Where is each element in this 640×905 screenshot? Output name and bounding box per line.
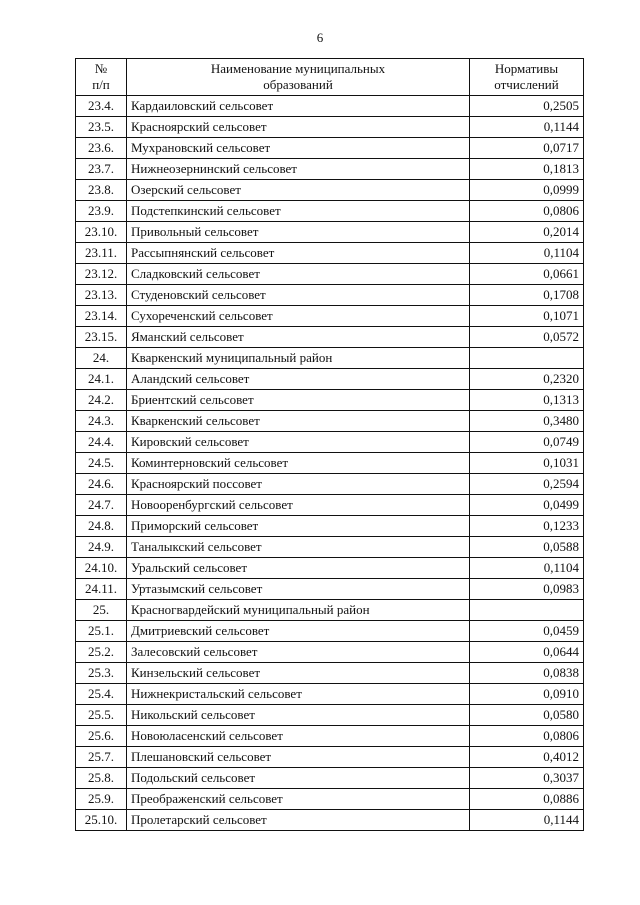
municipality-name: Таналыкский сельсовет	[127, 537, 470, 558]
municipality-name: Коминтерновский сельсовет	[127, 453, 470, 474]
deduction-norm: 0,2014	[470, 222, 584, 243]
deduction-norm: 0,1708	[470, 285, 584, 306]
row-number: 25.9.	[76, 789, 127, 810]
table-row	[76, 453, 584, 474]
deduction-norm: 0,1813	[470, 159, 584, 180]
row-number: 24.9.	[76, 537, 127, 558]
deduction-norm: 0,1233	[470, 516, 584, 537]
header-value-line1: Нормативы	[494, 61, 559, 76]
row-number: 24.8.	[76, 516, 127, 537]
deduction-norm: 0,0806	[470, 201, 584, 222]
table-row	[76, 537, 584, 558]
row-number: 23.6.	[76, 138, 127, 159]
municipality-name: Сухореченский сельсовет	[127, 306, 470, 327]
table-row	[76, 201, 584, 222]
row-number: 25.5.	[76, 705, 127, 726]
municipality-name: Дмитриевский сельсовет	[127, 621, 470, 642]
deduction-norm: 0,2505	[470, 96, 584, 117]
table-row	[76, 495, 584, 516]
norms-table	[75, 58, 584, 831]
deduction-norm: 0,1144	[470, 117, 584, 138]
table-row	[76, 327, 584, 348]
municipality-name: Плешановский сельсовет	[127, 747, 470, 768]
row-number: 24.1.	[76, 369, 127, 390]
municipality-name: Подольский сельсовет	[127, 768, 470, 789]
table-row	[76, 117, 584, 138]
municipality-name: Никольский сельсовет	[127, 705, 470, 726]
deduction-norm: 0,0983	[470, 579, 584, 600]
row-number: 23.14.	[76, 306, 127, 327]
municipality-name: Привольный сельсовет	[127, 222, 470, 243]
table-row	[76, 747, 584, 768]
table-row	[76, 558, 584, 579]
header-value	[470, 59, 584, 96]
table-row	[76, 159, 584, 180]
table-row	[76, 285, 584, 306]
municipality-name: Кардаиловский сельсовет	[127, 96, 470, 117]
municipality-name: Яманский сельсовет	[127, 327, 470, 348]
table-row	[76, 306, 584, 327]
row-number: 23.11.	[76, 243, 127, 264]
table-row	[76, 600, 584, 621]
row-number: 24.11.	[76, 579, 127, 600]
deduction-norm: 0,0661	[470, 264, 584, 285]
row-number: 23.5.	[76, 117, 127, 138]
municipality-name: Пролетарский сельсовет	[127, 810, 470, 831]
municipality-name: Новооренбургский сельсовет	[127, 495, 470, 516]
table-header-row	[76, 59, 584, 96]
municipality-name: Бриентский сельсовет	[127, 390, 470, 411]
deduction-norm	[470, 348, 584, 369]
table-row	[76, 474, 584, 495]
deduction-norm: 0,0886	[470, 789, 584, 810]
deduction-norm: 0,1071	[470, 306, 584, 327]
deduction-norm: 0,0499	[470, 495, 584, 516]
deduction-norm: 0,0999	[470, 180, 584, 201]
table-row	[76, 789, 584, 810]
header-num-line1: №	[94, 61, 108, 76]
table-row	[76, 411, 584, 432]
deduction-norm: 0,0717	[470, 138, 584, 159]
deduction-norm: 0,0806	[470, 726, 584, 747]
row-number: 25.10.	[76, 810, 127, 831]
table-row	[76, 684, 584, 705]
municipality-name: Уральский сельсовет	[127, 558, 470, 579]
deduction-norm: 0,0910	[470, 684, 584, 705]
row-number: 24.3.	[76, 411, 127, 432]
table-row	[76, 96, 584, 117]
header-num-line2: п/п	[92, 77, 110, 92]
table-row	[76, 621, 584, 642]
deduction-norm: 0,1144	[470, 810, 584, 831]
header-name-line2: образований	[263, 77, 333, 92]
municipality-name: Сладковский сельсовет	[127, 264, 470, 285]
table-row	[76, 348, 584, 369]
municipality-name: Кваркенский муниципальный район	[127, 348, 470, 369]
row-number: 24.4.	[76, 432, 127, 453]
row-number: 23.15.	[76, 327, 127, 348]
municipality-name: Аландский сельсовет	[127, 369, 470, 390]
row-number: 23.12.	[76, 264, 127, 285]
row-number: 23.9.	[76, 201, 127, 222]
municipality-name: Студеновский сельсовет	[127, 285, 470, 306]
row-number: 25.4.	[76, 684, 127, 705]
deduction-norm: 0,1031	[470, 453, 584, 474]
deduction-norm: 0,3037	[470, 768, 584, 789]
deduction-norm	[470, 600, 584, 621]
row-number: 25.	[76, 600, 127, 621]
row-number: 23.7.	[76, 159, 127, 180]
row-number: 24.10.	[76, 558, 127, 579]
row-number: 23.10.	[76, 222, 127, 243]
deduction-norm: 0,0838	[470, 663, 584, 684]
deduction-norm: 0,2320	[470, 369, 584, 390]
deduction-norm: 0,3480	[470, 411, 584, 432]
deduction-norm: 0,0644	[470, 642, 584, 663]
row-number: 25.6.	[76, 726, 127, 747]
municipality-name: Преображенский сельсовет	[127, 789, 470, 810]
header-num	[76, 59, 127, 96]
deduction-norm: 0,0588	[470, 537, 584, 558]
municipality-name: Подстепкинский сельсовет	[127, 201, 470, 222]
municipality-name: Кваркенский сельсовет	[127, 411, 470, 432]
municipality-name: Рассыпнянский сельсовет	[127, 243, 470, 264]
row-number: 24.7.	[76, 495, 127, 516]
row-number: 25.3.	[76, 663, 127, 684]
row-number: 23.4.	[76, 96, 127, 117]
row-number: 24.	[76, 348, 127, 369]
municipality-name: Кировский сельсовет	[127, 432, 470, 453]
table-row	[76, 369, 584, 390]
row-number: 24.2.	[76, 390, 127, 411]
table-row	[76, 264, 584, 285]
municipality-name: Красноярский поссовет	[127, 474, 470, 495]
table-row	[76, 579, 584, 600]
deduction-norm: 0,0459	[470, 621, 584, 642]
deduction-norm: 0,0749	[470, 432, 584, 453]
table-row	[76, 810, 584, 831]
table-row	[76, 516, 584, 537]
deduction-norm: 0,2594	[470, 474, 584, 495]
header-value-line2: отчислений	[494, 77, 559, 92]
municipality-name: Нижнеозернинский сельсовет	[127, 159, 470, 180]
municipality-name: Красноярский сельсовет	[127, 117, 470, 138]
municipality-name: Залесовский сельсовет	[127, 642, 470, 663]
header-name	[127, 59, 470, 96]
table-row	[76, 768, 584, 789]
table-row	[76, 642, 584, 663]
municipality-name: Нижнекристальский сельсовет	[127, 684, 470, 705]
header-name-line1: Наименование муниципальных	[210, 61, 386, 76]
municipality-name: Приморский сельсовет	[127, 516, 470, 537]
deduction-norm: 0,1104	[470, 243, 584, 264]
deduction-norm: 0,0580	[470, 705, 584, 726]
table-row	[76, 705, 584, 726]
table-row	[76, 243, 584, 264]
row-number: 23.13.	[76, 285, 127, 306]
table-body	[76, 96, 584, 831]
table-row	[76, 432, 584, 453]
deduction-norm: 0,1104	[470, 558, 584, 579]
table-row	[76, 663, 584, 684]
row-number: 25.1.	[76, 621, 127, 642]
municipality-name: Кинзельский сельсовет	[127, 663, 470, 684]
table-row	[76, 726, 584, 747]
municipality-name: Мухрановский сельсовет	[127, 138, 470, 159]
table-row	[76, 138, 584, 159]
table-row	[76, 222, 584, 243]
row-number: 24.6.	[76, 474, 127, 495]
table-row	[76, 390, 584, 411]
municipality-name: Уртазымский сельсовет	[127, 579, 470, 600]
row-number: 25.7.	[76, 747, 127, 768]
row-number: 24.5.	[76, 453, 127, 474]
municipality-name: Новоюласенский сельсовет	[127, 726, 470, 747]
municipality-name: Красногвардейский муниципальный район	[127, 600, 470, 621]
municipality-name: Озерский сельсовет	[127, 180, 470, 201]
deduction-norm: 0,1313	[470, 390, 584, 411]
page-number: 6	[316, 30, 324, 45]
deduction-norm: 0,4012	[470, 747, 584, 768]
table-row	[76, 180, 584, 201]
row-number: 25.2.	[76, 642, 127, 663]
row-number: 25.8.	[76, 768, 127, 789]
row-number: 23.8.	[76, 180, 127, 201]
deduction-norm: 0,0572	[470, 327, 584, 348]
